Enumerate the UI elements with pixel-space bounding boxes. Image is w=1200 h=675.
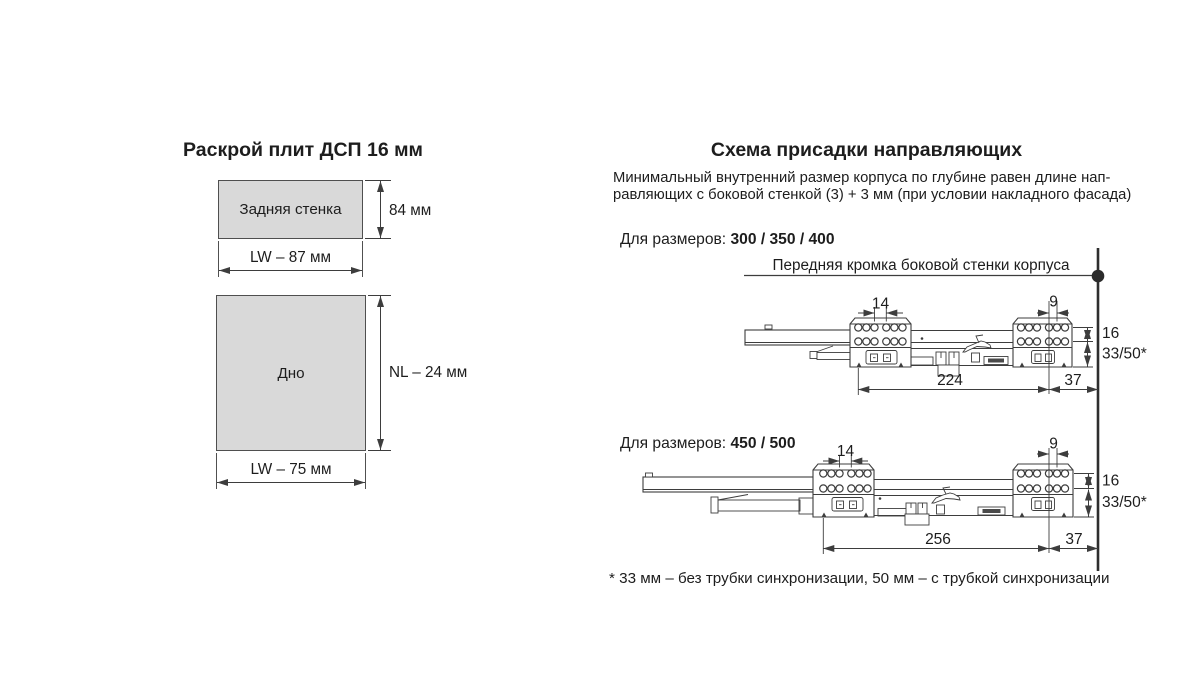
- rear-bracket-450: [813, 464, 874, 517]
- sizes-line-300: [620, 231, 835, 249]
- sizes-prefix: Для размеров:: [620, 231, 727, 248]
- right-section-title: Схема присадки направляющих: [710, 139, 1023, 161]
- brand-logo-mark: [983, 509, 1001, 513]
- front-bracket-450: [1013, 464, 1073, 517]
- dim-14-label: 14: [871, 295, 890, 313]
- rear-bracket-300: [850, 318, 911, 367]
- sizes-prefix: Для размеров:: [620, 435, 727, 452]
- dim-9-label: 9: [1049, 435, 1058, 453]
- front-edge-label: Передняя кромка боковой стенки корпуса: [772, 257, 1070, 274]
- sizes-values: 450 / 500: [730, 435, 796, 452]
- dim-3350-label: 33/50*: [1102, 494, 1147, 511]
- back-panel-rect: [218, 180, 363, 239]
- dim-16-label: 16: [1102, 325, 1120, 342]
- brand-logo-mark: [988, 359, 1004, 363]
- bottom-panel-width-dim: LW – 75 мм: [250, 461, 332, 478]
- dim-16-label: 16: [1102, 472, 1120, 490]
- bottom-panel-rect: [216, 295, 366, 451]
- dim-37-label: 37: [1065, 531, 1083, 548]
- bottom-panel-label: Дно: [277, 364, 305, 382]
- sizes-values: 300 / 350 / 400: [730, 231, 835, 248]
- dim-224-label: 224: [937, 372, 963, 389]
- bottom-panel-height-dim: NL – 24 мм: [389, 364, 468, 381]
- dim-9-label: 9: [1049, 293, 1058, 311]
- dim-256-label: 256: [925, 531, 951, 548]
- back-panel-height-dim: 84 мм: [389, 202, 432, 219]
- back-panel-width-dim: LW – 87 мм: [249, 249, 332, 266]
- footnote: * 33 мм – без трубки синхронизации, 50 мм – с трубкой синхронизации: [609, 570, 1110, 587]
- intro-paragraph: [613, 170, 1131, 204]
- dim-3350-label: 33/50*: [1102, 345, 1147, 363]
- slide-drawing-300: [745, 294, 1147, 396]
- intro-line-2: равляющих с боковой стенкой (3) + 3 мм (при условии накладного фасада): [613, 187, 1132, 203]
- dim-14-label: 14: [836, 443, 855, 460]
- left-section-title: Раскрой плит ДСП 16 мм: [183, 139, 423, 161]
- slide-drawing-450: [643, 436, 1147, 555]
- back-panel-label: Задняя стенка: [239, 201, 342, 218]
- sizes-line-450: [620, 435, 796, 453]
- intro-line-1: Минимальный внутренний размер корпуса по глубине равен длине нап-: [613, 170, 1111, 186]
- dim-37-label: 37: [1064, 372, 1082, 389]
- front-bracket-300: [1013, 318, 1072, 367]
